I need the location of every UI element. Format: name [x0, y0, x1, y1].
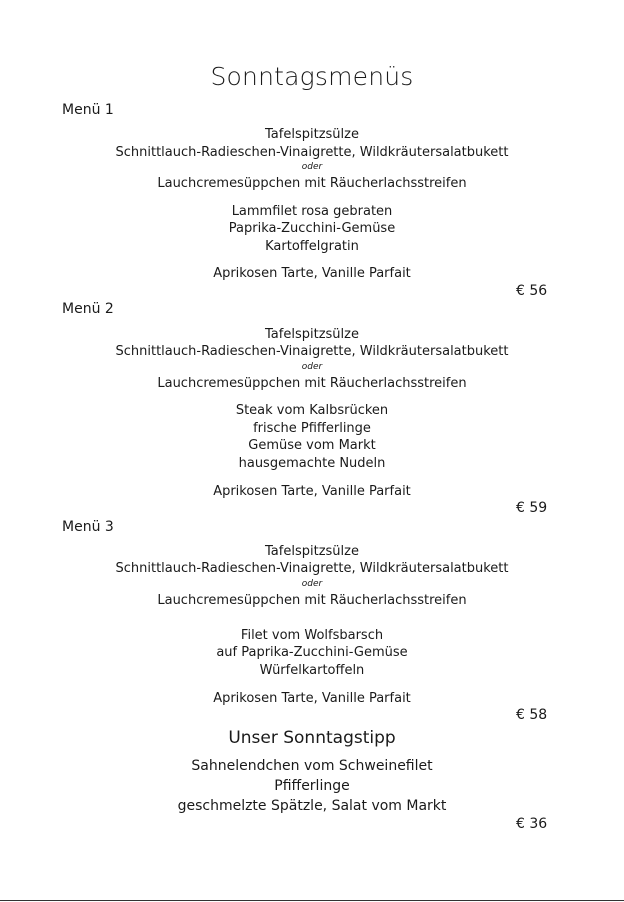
- menu-2-starter-b: Lauchcremesüppchen mit Räucherlachsstreifen: [157, 376, 467, 391]
- menu-2-price: € 59: [516, 500, 548, 516]
- sonntagstipp-line-3: geschmelzte Spätzle, Salat vom Markt: [177, 798, 447, 814]
- menu-3-main-2: auf Paprika-Zucchini-Gemüse: [216, 645, 408, 660]
- menu-1-main-2: Paprika-Zucchini-Gemüse: [228, 221, 396, 236]
- menu-2-starter-a: Tafelspitzsülze: [265, 327, 359, 342]
- sonntagstipp-title: Unser Sonntagstipp: [228, 728, 396, 748]
- menu-3-main-1: Filet vom Wolfsbarsch: [240, 628, 384, 643]
- menu-3-price: € 58: [516, 707, 548, 723]
- menu-1-label: Menü 1: [62, 102, 114, 118]
- bottom-rule: [0, 900, 624, 901]
- menu-1-price: € 56: [516, 283, 548, 299]
- menu-2-starter-a-detail: Schnittlauch-Radieschen-Vinaigrette, Wildkräutersalatbukett: [115, 344, 509, 359]
- sonntagstipp-line-1: Sahnelendchen vom Schweinefilet: [191, 758, 433, 774]
- menu-3-dessert: Aprikosen Tarte, Vanille Parfait: [213, 691, 411, 706]
- menu-2-label: Menü 2: [62, 301, 114, 317]
- menu-2-main-1: Steak vom Kalbsrücken: [235, 403, 389, 418]
- menu-3-or: oder: [301, 579, 323, 589]
- menu-1-or: oder: [301, 162, 323, 172]
- menu-1-dessert: Aprikosen Tarte, Vanille Parfait: [213, 266, 411, 281]
- menu-1-main-1: Lammfilet rosa gebraten: [231, 204, 393, 219]
- sonntagstipp-line-2: Pfifferlinge: [274, 778, 350, 794]
- menu-1-main-3: Kartoffelgratin: [265, 239, 359, 254]
- menu-2-main-3: Gemüse vom Markt: [248, 438, 376, 453]
- menu-2-main-2: frische Pfifferlinge: [253, 421, 371, 436]
- page-title: Sonntagsmenüs: [210, 62, 414, 91]
- sonntagstipp-price: € 36: [516, 816, 548, 832]
- menu-2-main-4: hausgemachte Nudeln: [238, 456, 386, 471]
- menu-3-starter-b: Lauchcremesüppchen mit Räucherlachsstreifen: [157, 593, 467, 608]
- menu-3-starter-a-detail: Schnittlauch-Radieschen-Vinaigrette, Wildkräutersalatbukett: [115, 561, 509, 576]
- menu-1-starter-b: Lauchcremesüppchen mit Räucherlachsstreifen: [157, 176, 467, 191]
- menu-1-starter-a-detail: Schnittlauch-Radieschen-Vinaigrette, Wildkräutersalatbukett: [115, 145, 509, 160]
- menu-3-label: Menü 3: [62, 519, 114, 535]
- menu-2-dessert: Aprikosen Tarte, Vanille Parfait: [213, 484, 411, 499]
- menu-1-starter-a: Tafelspitzsülze: [265, 127, 359, 142]
- menu-2-or: oder: [301, 362, 323, 372]
- menu-3-starter-a: Tafelspitzsülze: [265, 544, 359, 559]
- menu-3-main-3: Würfelkartoffeln: [259, 663, 365, 678]
